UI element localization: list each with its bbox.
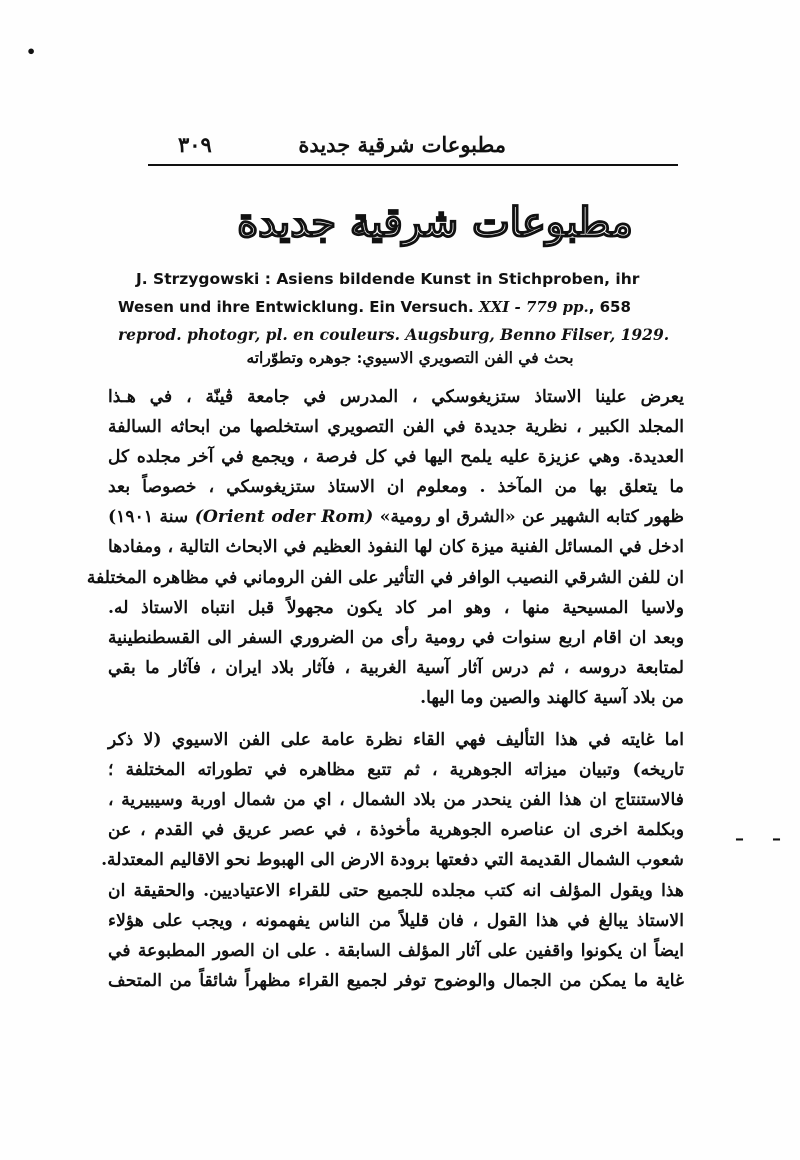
- text-line: ادخل في المسائل الفنية ميزة كان لها النفوذ العظيم في الابحاث التالية ، ومفادها: [108, 537, 684, 558]
- review-body: [86, 382, 684, 996]
- text-line: فالاستنتاج ان هذا الفن ينحدر من بلاد الشمال ، اي من شمال اوربة وسيبيرية ،: [108, 790, 684, 811]
- margin-mark: –: [735, 828, 744, 849]
- ornamental-title-text: مطبوعات شرقية جديدة: [237, 199, 633, 246]
- page-number: ٣٠٩: [178, 132, 212, 157]
- bib-line-3: reprod. photogr, pl. en couleurs. Augsburg, Benno Filser, 1929.: [118, 325, 670, 344]
- paragraph-2: [101, 725, 684, 996]
- bib-pages: XXI - 779 pp.: [479, 298, 589, 316]
- text-line: شعوب الشمال القديمة التي دفعتها برودة الارض الى الهبوط نحو الاقاليم المعتدلة.: [101, 850, 684, 871]
- text-line: وبكلمة اخرى ان عناصره الجوهرية مأخوذة ، في عصر عريق في القدم ، عن: [108, 820, 684, 841]
- text-line: وبعد ان اقام اربع سنوات في رومية رأى من الضروري السفر الى القسطنطينية: [108, 627, 684, 648]
- bib-title-part-1: : Asiens bildende Kunst in Stichproben, ihr: [264, 270, 640, 288]
- corner-mark: •: [26, 42, 37, 61]
- text-line-with-latin: [108, 502, 684, 532]
- ornamental-title: [237, 184, 633, 264]
- latin-title: (Orient oder Rom): [194, 507, 374, 528]
- running-header: [148, 128, 678, 166]
- text-line: هذا ويقول المؤلف انه كتب مجلده للجميع حتى للقراء الاعتياديين. والحقيقة ان: [108, 880, 684, 901]
- year-fragment: سنة ١٩٠١): [108, 507, 189, 528]
- text-line: من بلاد آسية كالهند والصين وما اليها.: [420, 687, 684, 708]
- text-line: الاستاذ يبالغ في هذا القول ، فان قليلاً من الناس يفهمونه ، ويجب على هؤلاء: [108, 910, 684, 931]
- bib-title-part-2: Wesen und ihre Entwicklung. Ein Versuch.: [118, 298, 474, 316]
- text-line: لمتابعة دروسه ، ثم درس آثار آسية الغربية ، فآثار بلاد ايران ، فآثار ما بقي: [108, 657, 684, 678]
- text-line: العديدة. وهي عزيزة عليه يلمح اليها في كل فرصة ، ويجمع في آخر مجلده كل: [108, 447, 684, 468]
- text-line: ما يتعلق بها من المآخذ . ومعلوم ان الاستاذ ستزيغوسكي ، خصوصاً بعد: [108, 477, 684, 498]
- text-line: المجلد الكبير ، نظرية جديدة في الفن التصويري استخلصها من ابحاثه السالفة: [108, 417, 684, 438]
- text-line: ولاسيا المسيحية منها ، وهو امر كاد يكون مجهولاً قبل انتباه الاستاذ له.: [108, 597, 684, 618]
- bib-author: J. Strzygowski: [136, 270, 260, 288]
- text-fragment: ظهور كتابه الشهير عن «الشرق او رومية»: [379, 507, 684, 528]
- text-line: يعرض علينا الاستاذ ستزيغوسكي ، المدرس في جامعة ڤينّة ، في هـذا: [108, 387, 684, 407]
- text-line: اما غايته في هذا التأليف فهي القاء نظرة عامة على الفن الاسيوي (لا ذكر: [108, 730, 684, 751]
- running-title: مطبوعات شرقية جديدة: [298, 132, 506, 157]
- text-line: غاية ما يمكن من الجمال والوضوح توفر لجميع القراء مظهراً شائقاً من المتحف: [108, 970, 684, 991]
- review-subheading: بحث في الفن التصويري الاسيوي: جوهره وتطوّراته: [246, 348, 574, 367]
- text-line: تاريخه) وتبيان ميزاته الجوهرية ، ثم تتبع مظاهره في تطوراته المختلفة ؛: [108, 760, 684, 781]
- bib-plates-count: , 658: [588, 298, 631, 316]
- margin-mark: –: [772, 828, 781, 849]
- bibliographic-entry: [118, 265, 678, 349]
- text-line: ايضاً ان يكونوا واقفين على آثار المؤلف السابقة . على ان الصور المطبوعة في: [108, 940, 684, 961]
- paragraph-1: [86, 382, 684, 713]
- text-line: ان للفن الشرقي النصيب الوافر في التأثير على الفن الروماني في مظاهره المختلفة: [86, 567, 684, 588]
- bib-line-1: [118, 265, 678, 293]
- bib-line-2: [118, 293, 678, 321]
